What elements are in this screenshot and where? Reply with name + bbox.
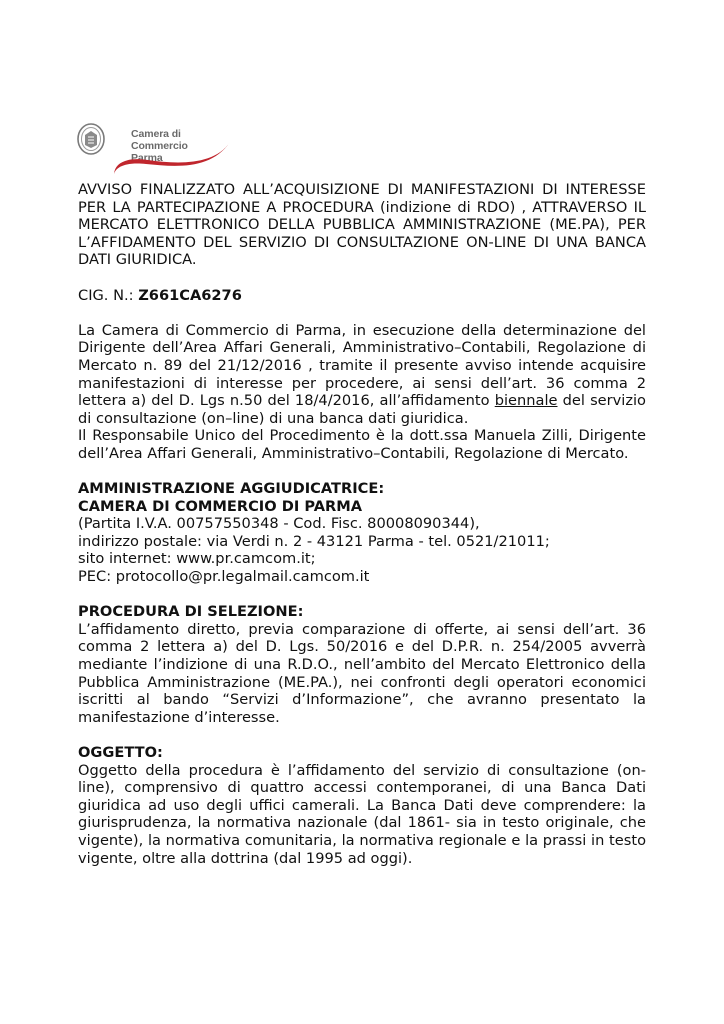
cig-value: Z661CA6276 (138, 286, 242, 304)
intro-paragraph (78, 322, 646, 428)
amministrazione-piva: (Partita I.V.A. 00757550348 - Cod. Fisc. 80008090344), (78, 515, 480, 533)
amministrazione-site: sito internet: www.pr.camcom.it; (78, 550, 316, 568)
amministrazione-section (78, 480, 646, 586)
amministrazione-address: indirizzo postale: via Verdi n. 2 - 43121 Parma - tel. 0521/21011; (78, 532, 550, 550)
chamber-logo (76, 120, 236, 176)
amministrazione-heading: AMMINISTRAZIONE AGGIUDICATRICE: (78, 480, 385, 498)
intro-part-2: del servizio di consultazione (on–line) di una banca dati giuridica. (78, 392, 646, 427)
cig-label: CIG. N.: (78, 286, 139, 304)
document-body (78, 181, 646, 885)
amministrazione-name: CAMERA DI COMMERCIO DI PARMA (78, 497, 363, 515)
document-title: AVVISO FINALIZZATO ALL’ACQUISIZIONE DI MANIFESTAZIONI DI INTERESSE PER LA PARTECIPAZIONE A PROCEDURA (indizione di RDO) , ATTRAVERSO IL MERCATO ELETTRONICO DELLA PUBBLICA AMMINISTRAZIONE (ME.PA), PER L’AFFIDAMENTO DEL SERVIZIO DI CONSULTAZIONE ON-LINE DI UNA BANCA DATI GIURIDICA. (78, 181, 646, 269)
logo-line-1: Camera di Commercio (131, 128, 188, 152)
logo-line-2: Parma (131, 152, 163, 164)
procedura-section (78, 603, 646, 726)
chamber-seal-icon (76, 122, 106, 156)
oggetto-heading: OGGETTO: (78, 744, 163, 761)
intro-underlined: biennale (494, 392, 558, 410)
amministrazione-pec: PEC: protocollo@pr.legalmail.camcom.it (78, 568, 370, 586)
procedura-text: L’affidamento diretto, previa comparazione di offerte, ai sensi dell’art. 36 comma 2 lettera a) del D. Lgs. 50/2016 e del D.P.R. n. 254/2005 avverrà mediante l’indizione di una R.D.O., nell’ambito del Mercato Elettronico della Pubblica Amministrazione (ME.PA.), nei confronti degli operatori economici iscritti al bando “Servizi d’Informazione”, che avranno presentato la manifestazione d’interesse. (78, 620, 646, 726)
procedura-heading: PROCEDURA DI SELEZIONE: (78, 603, 304, 621)
intro-part-1: La Camera di Commercio di Parma, in esecuzione della determinazione del Dirigente dell’Area Affari Generali, Amministrativo–Contabili, Regolazione di Mercato n. 89 del 21/12/2016 , tramite il presente avviso intende acquisire manifestazioni di interesse per procedere, ai sensi dell’art. 36 comma 2 lettera a) del D. Lgs n.50 del 18/4/2016, all’affidamento (78, 321, 646, 410)
oggetto-section (78, 744, 646, 867)
logo-swoosh (106, 140, 236, 176)
cig-line (78, 287, 646, 305)
rup-paragraph: Il Responsabile Unico del Procedimento è la dott.ssa Manuela Zilli, Dirigente dell’Area Affari Generali, Amministrativo–Contabili, Regolazione di Mercato. (78, 427, 646, 462)
oggetto-text: Oggetto della procedura è l’affidamento del servizio di consultazione (on-line), comprensivo di quattro accessi contemporanei, di una Banca Dati giuridica ad uso degli uffici camerali. La Banca Dati deve comprendere: la giurisprudenza, la normativa nazionale (dal 1861- sia in testo originale, che vigente), la normativa comunitaria, la normativa regionale e la prassi in testo vigente, oltre alla dottrina (dal 1995 ad oggi). (78, 761, 646, 867)
